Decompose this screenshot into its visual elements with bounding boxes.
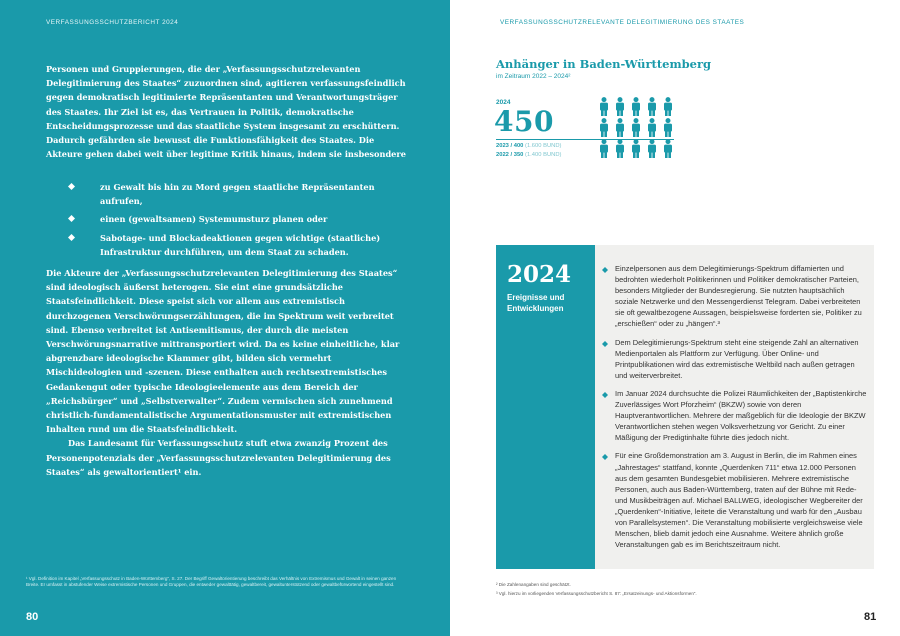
person-icon — [600, 139, 608, 158]
body-paragraph: Die Akteure der „Verfassungsschutzrelevanten Delegitimierung des Staates“ sind ideologisch äußerst heterogen. Sie eint eine grundsätzliche Staatsfeindlichkeit. Diese speist sich vor allem aus extremistisch durchzogenen Verschwörungserzählungen, die im Spektrum weit verbreitet sind. Ebenso verbreitet ist Antisemitismus, der durch die meisten Verschwörungsnarrative mittransportiert wird. Da es keine einheitliche, klar abgrenzbare ideologische Klammer gibt, bilden sich vermehrt Mischideologien und -szenen. Diese enthalten auch rechtsextremistisches Gedankengut oder typische Ideologieelemente aus dem Bereich der „Reichsbürger“ und „Selbstverwalter“. Zudem vermischen sich zunehmend christlich-fundamentalistische Argumentationsmuster mit extremistischen Inhalten rund um die Staatsfeindlichkeit. — [46, 268, 400, 435]
person-icon — [632, 139, 640, 158]
person-icon — [664, 139, 672, 158]
page-number: 81 — [864, 611, 877, 623]
previous-year-stat: 2023 / 400 (1.600 BUND) — [496, 143, 562, 149]
previous-year-stat: 2022 / 350 (1.400 BUND) — [496, 152, 562, 158]
running-head-left: VERFASSUNGSSCHUTZBERICHT 2024 — [46, 19, 179, 26]
supporters-subtitle: im Zeitraum 2022 – 2024² — [496, 73, 571, 80]
bullet-text: zu Gewalt bis hin zu Mord gegen staatliche Repräsentanten aufrufen, — [100, 182, 375, 207]
body-paragraph: Das Landesamt für Verfassungsschutz stuft etwa zwanzig Prozent des Personenpotenzials der „Verfassungsschutzrelevanten Delegitimierung des Staates“ als gewaltorientiert¹ ein. — [46, 438, 391, 477]
stat-year: 2024 — [496, 99, 511, 106]
footnote: ³ Vgl. hierzu im vorliegenden Verfassungsschutzbericht S. 87: „Ersatzeinungs- und Aktionsformen“. — [496, 591, 697, 596]
running-head-right: VERFASSUNGSSCHUTZRELEVANTE DELEGITIMIERUNG DES STAATES — [500, 19, 745, 26]
diamond-bullet-icon — [602, 452, 608, 463]
list-item — [66, 212, 386, 226]
person-icon — [664, 118, 672, 137]
events-list — [602, 263, 868, 557]
person-icon — [632, 118, 640, 137]
diamond-bullet-icon — [68, 215, 75, 222]
event-text: Im Januar 2024 durchsuchte die Polizei Räumlichkeiten der „Baptistenkirche Zuverlässiges Wort Pforzheim“ (BKZW) sowie von deren Hauptverantwortlichen. Mehrere der maßgeblich für die Ideologie der BKZW Verantwortlichen stehen wegen Volksverhetzung vor Gericht. Zu einer Mäßigung der Predigtinhalte führte dies jedoch nicht. — [615, 388, 867, 443]
diamond-bullet-icon — [602, 339, 608, 350]
person-icon — [600, 118, 608, 137]
bullet-text: einen (gewaltsamen) Systemumsturz planen oder — [100, 214, 328, 225]
event-text: Für eine Großdemonstration am 3. August in Berlin, die im Rahmen eines „Jahrestages“ stattfand, konnte „Querdenken 711“ etwa 12.000 Personen aus dem gesamten Bundesgebiet mobilisieren. Mehrere extremistische Personen, auch aus Baden-Württemberg, traten auf der Bühne mit Rede- und Musikbeiträgen auf. Michael BALLWEG, ideologischer Wegbereiter der „Querdenken“-Initiative, leitete die Veranstaltung und warb für den „Ausbau von Parallelsystemen“. Die Veranstaltung mobilisierte vergleichsweise viele Menschen, blieb damit jedoch eine Ausnahme. Weitere ähnlich große Veranstaltungen gab es im Berichtszeitraum nicht. — [615, 451, 863, 550]
list-item — [602, 388, 868, 443]
events-label: Ereignisse und Entwicklungen — [507, 293, 565, 313]
list-item — [602, 337, 868, 381]
event-text: Dem Delegitimierungs-Spektrum steht eine steigende Zahl an alternativen Medienportalen als Plattform zur Verfügung. Über Online- und Printpublikationen wird das extremistische Weltbild nach außen getragen und weiterverbreitet. — [615, 337, 859, 380]
person-icon — [648, 97, 656, 116]
diamond-bullet-icon — [68, 234, 75, 241]
diamond-bullet-icon — [602, 390, 608, 401]
person-icon — [648, 139, 656, 158]
person-icon — [616, 118, 624, 137]
list-item — [602, 450, 868, 550]
person-icon — [632, 97, 640, 116]
events-box — [496, 245, 874, 569]
person-icon — [664, 97, 672, 116]
footnote: ² Die Zahlenangaben sind geschätzt. — [496, 582, 571, 587]
supporters-title: Anhänger in Baden-Württemberg — [496, 57, 712, 71]
bullet-text: Sabotage- und Blockadeaktionen gegen wichtige (staatliche) Infrastruktur durchführen, um dem Staat zu schaden. — [100, 232, 381, 257]
diamond-bullet-icon — [68, 183, 75, 190]
supporter-count: 450 — [494, 105, 554, 138]
footnote: ¹ Vgl. Definition im Kapitel „Verfassungsschutz in Baden-Württemberg“, S. 27. Der Begriff Gewaltorientierung beschreibt das Verhältnis von Extremismus und Gewalt in seinen ganzen Breite. Er umfasst in abstufender Weise extremistische Personen und Gruppen, die entweder gewalttätig, gewaltbereit, gewaltunterstützend oder gewaltbefürwortend eingestellt sind. — [26, 576, 397, 588]
person-icon — [616, 97, 624, 116]
person-icon — [616, 139, 624, 158]
page-number: 80 — [26, 611, 39, 623]
event-text: Einzelpersonen aus dem Delegitimierungs-Spektrum diffamierten und bedrohten wiederholt Politikerinnen und Politiker demokratischer Parteien, besonders Mitglieder der Bundesregierung. Sie nutzten hauptsächlich soziale Netzwerke und den Messengerdienst Telegram. Dabei verbreiteten sie oft gewaltbezogene Aussagen, beispielsweise forderten sie, Politiker zu „erschießen“ oder zu „hängen“.³ — [615, 264, 862, 329]
person-icon — [648, 118, 656, 137]
person-icon — [600, 97, 608, 116]
bullet-list — [66, 180, 386, 263]
body-text — [46, 266, 408, 479]
list-item — [66, 180, 386, 208]
events-year: 2024 — [507, 261, 572, 288]
events-sidebar — [496, 245, 595, 569]
intro-paragraph: Personen und Gruppierungen, die der „Verfassungsschutzrelevanten Delegitimierung des Staates“ zuzuordnen sind, agitieren verfassungsfeindlich gegen demokratisch legitimierte Repräsentanten und Verantwortungsträger des Staates. Ihr Ziel ist es, das Vertrauen in Politik, demokratische Entscheidungsprozesse und das staatliche System insgesamt zu erschüttern. Dadurch gefährden sie bewusst die Funktionsfähigkeit des Staates. Die Akteure gehen dabei weit über legitime Kritik hinaus, indem sie insbesondere — [46, 64, 406, 160]
list-item — [602, 263, 868, 330]
right-page — [450, 0, 900, 636]
list-item — [66, 231, 386, 259]
people-icon-grid — [597, 97, 677, 159]
people-icons-svg — [597, 97, 677, 161]
diamond-bullet-icon — [602, 265, 608, 276]
